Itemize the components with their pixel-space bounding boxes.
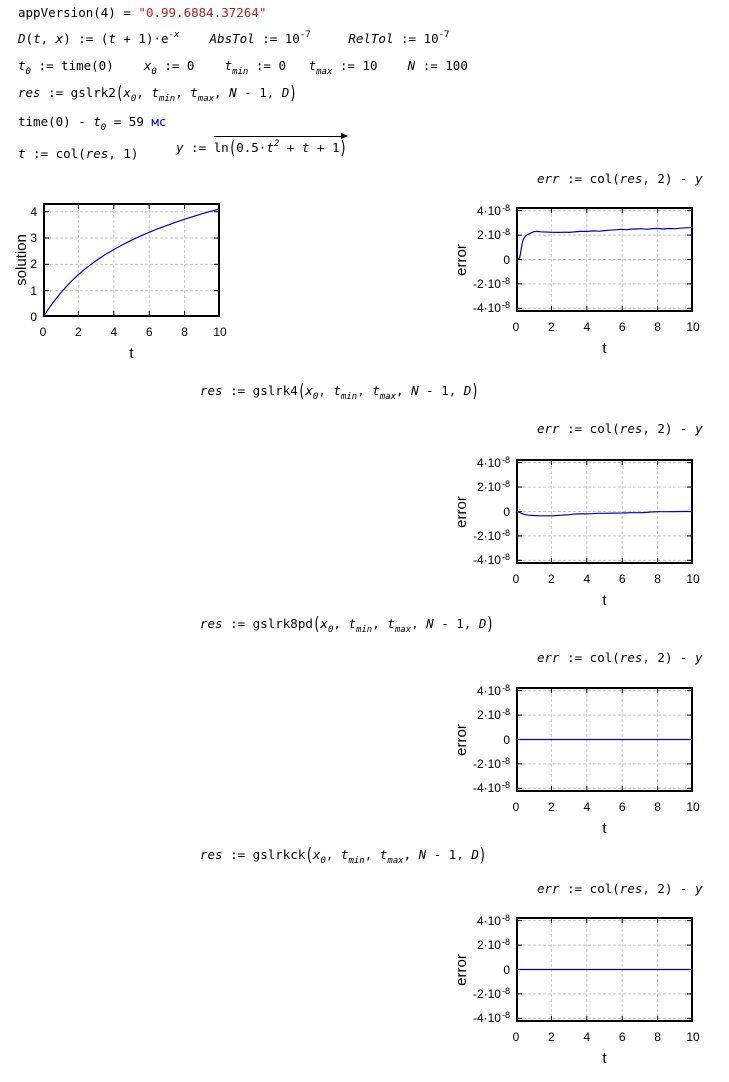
x-tick-label: 10 (213, 325, 227, 339)
x-tick-label: 4 (583, 800, 591, 814)
plot-error-gslrk8pd[interactable] (453, 682, 700, 837)
x-axis-label: t (602, 1050, 607, 1067)
x-axis-label: t (129, 345, 134, 362)
plot-solution-gslrk2[interactable] (13, 203, 227, 362)
y-axis-label: solution (13, 234, 30, 286)
y-tick-label: 0 (503, 504, 510, 519)
x-tick-label: 0 (512, 800, 520, 814)
x-axis-label: t (602, 340, 607, 357)
x-tick-label: 4 (583, 320, 591, 334)
x-tick-label: 2 (548, 1030, 555, 1044)
plot-error-gslrk2[interactable] (453, 202, 700, 357)
x-tick-label: 0 (512, 1030, 520, 1044)
formula-app-version[interactable]: appVersion(4) = "0.99.6884.37264" (18, 5, 267, 20)
formula-res-gslrk4[interactable]: res := $gslrk4(x_0$, $t_{min}$, $t_{max}$, N - 1, D) (200, 379, 479, 402)
y-tick-label: $-4\cdot 10^{-8}$ (472, 552, 510, 568)
plot-frame (44, 204, 219, 316)
x-tick-label: 0 (512, 572, 520, 586)
y-tick-label: $-2\cdot 10^{-8}$ (472, 275, 510, 291)
x-tick-label: 6 (618, 800, 626, 814)
data-curve (43, 209, 220, 317)
formula-initial-conditions[interactable]: $t_0$ := time(0) $x_0$ := 0 $t_{min}$ := 0 $t_{max}$ := 10 N := 100 (18, 58, 468, 77)
plot-canvas (516, 207, 693, 312)
x-tick-label: 4 (583, 1030, 591, 1044)
x-tick-label: 2 (548, 572, 555, 586)
y-tick-label: 0 (503, 252, 510, 267)
formula-t-column[interactable]: t := col(res, 1) (18, 146, 139, 161)
y-tick-label: 0 (503, 962, 510, 977)
y-tick-label: $2\cdot 10^{-8}$ (476, 479, 510, 495)
x-tick-label: 8 (654, 1030, 661, 1044)
formula-timing-result[interactable]: time(0) - $t_0 = 59$ мс (18, 114, 167, 133)
y-tick-label: $-2\cdot 10^{-8}$ (472, 985, 510, 1001)
y-tick-label: $4\cdot 10^{-8}$ (476, 912, 510, 928)
y-tick-label: $-2\cdot 10^{-8}$ (472, 527, 510, 543)
plot-title-err-gslrkck[interactable]: err := col(res, 2) - y (537, 881, 703, 896)
y-axis-label: error (453, 495, 470, 528)
y-tick-label: 0 (30, 310, 37, 324)
x-tick-label: 10 (686, 320, 700, 334)
x-tick-label: 2 (548, 320, 555, 334)
y-tick-label: $4\cdot 10^{-8}$ (476, 454, 510, 470)
x-tick-label: 6 (618, 1030, 626, 1044)
plot-title-err-gslrk8pd[interactable]: err := col(res, 2) - y (537, 650, 703, 665)
formula-y-definition[interactable]: y := $\ln(0.5\cdot t^2 + t + 1)$ (176, 134, 347, 158)
x-axis-label: t (602, 592, 607, 609)
x-tick-label: 2 (548, 800, 555, 814)
data-curve (516, 512, 693, 516)
y-tick-label: 0 (503, 732, 510, 747)
x-tick-label: 0 (39, 325, 47, 339)
plot-canvas (43, 203, 220, 317)
x-tick-label: 8 (654, 320, 661, 334)
formula-res-gslrk2[interactable]: res := $gslrk2(x_0$, $t_{min}$, $t_{max}$, N - 1, D) (18, 81, 297, 104)
y-tick-label: $-4\cdot 10^{-8}$ (472, 300, 510, 316)
vectorize-arrow: $\ln(0.5\cdot t^2 + t + 1)$ (214, 134, 347, 158)
plot-canvas (516, 917, 693, 1022)
formula-res-gslrk8pd[interactable]: res := $gslrk8pd(x_0$, $t_{min}$, $t_{max}$, N - 1, D) (200, 612, 494, 635)
y-tick-label: $2\cdot 10^{-8}$ (476, 707, 510, 723)
y-tick-label: 1 (30, 283, 37, 298)
plot-error-gslrk4[interactable] (453, 454, 700, 609)
x-tick-label: 6 (145, 325, 153, 339)
y-tick-label: $4\cdot 10^{-8}$ (476, 202, 510, 218)
x-tick-label: 10 (686, 1030, 700, 1044)
x-tick-label: 10 (686, 572, 700, 586)
x-tick-label: 10 (686, 800, 700, 814)
x-tick-label: 2 (75, 325, 82, 339)
y-tick-label: $-2\cdot 10^{-8}$ (472, 755, 510, 771)
plot-error-gslrkck[interactable] (453, 912, 700, 1067)
y-tick-label: $2\cdot 10^{-8}$ (476, 227, 510, 243)
formula-res-gslrkck[interactable]: res := $gslrkck(x_0$, $t_{min}$, $t_{max}$, N - 1, D) (200, 843, 487, 866)
plot-title-err-gslrk2[interactable]: err := col(res, 2) - y (537, 171, 703, 186)
formula-ode-definition[interactable]: D(t, x) := $(t + 1)\cdot e^{-x}$ AbsTol := $10^{-7}$ RelTol := $10^{-7}$ (18, 30, 450, 46)
y-tick-label: $2\cdot 10^{-8}$ (476, 937, 510, 953)
y-tick-label: 4 (30, 204, 37, 219)
y-axis-label: error (453, 243, 470, 276)
y-tick-label: $4\cdot 10^{-8}$ (476, 682, 510, 698)
x-tick-label: 6 (618, 320, 626, 334)
x-tick-label: 4 (583, 572, 591, 586)
plot-canvas (516, 459, 693, 564)
y-axis-label: error (453, 953, 470, 986)
x-tick-label: 8 (654, 572, 661, 586)
plot-title-err-gslrk4[interactable]: err := col(res, 2) - y (537, 421, 703, 436)
x-axis-label: t (602, 820, 607, 837)
y-axis-label: error (453, 723, 470, 756)
x-tick-label: 4 (110, 325, 118, 339)
data-curve (516, 228, 693, 260)
x-tick-label: 8 (654, 800, 661, 814)
x-tick-label: 8 (181, 325, 188, 339)
y-tick-label: 3 (30, 231, 37, 246)
y-tick-label: $-4\cdot 10^{-8}$ (472, 1010, 510, 1026)
x-tick-label: 0 (512, 320, 520, 334)
x-tick-label: 6 (618, 572, 626, 586)
y-tick-label: 2 (30, 257, 37, 272)
y-tick-label: $-4\cdot 10^{-8}$ (472, 780, 510, 796)
plot-canvas (516, 687, 693, 792)
